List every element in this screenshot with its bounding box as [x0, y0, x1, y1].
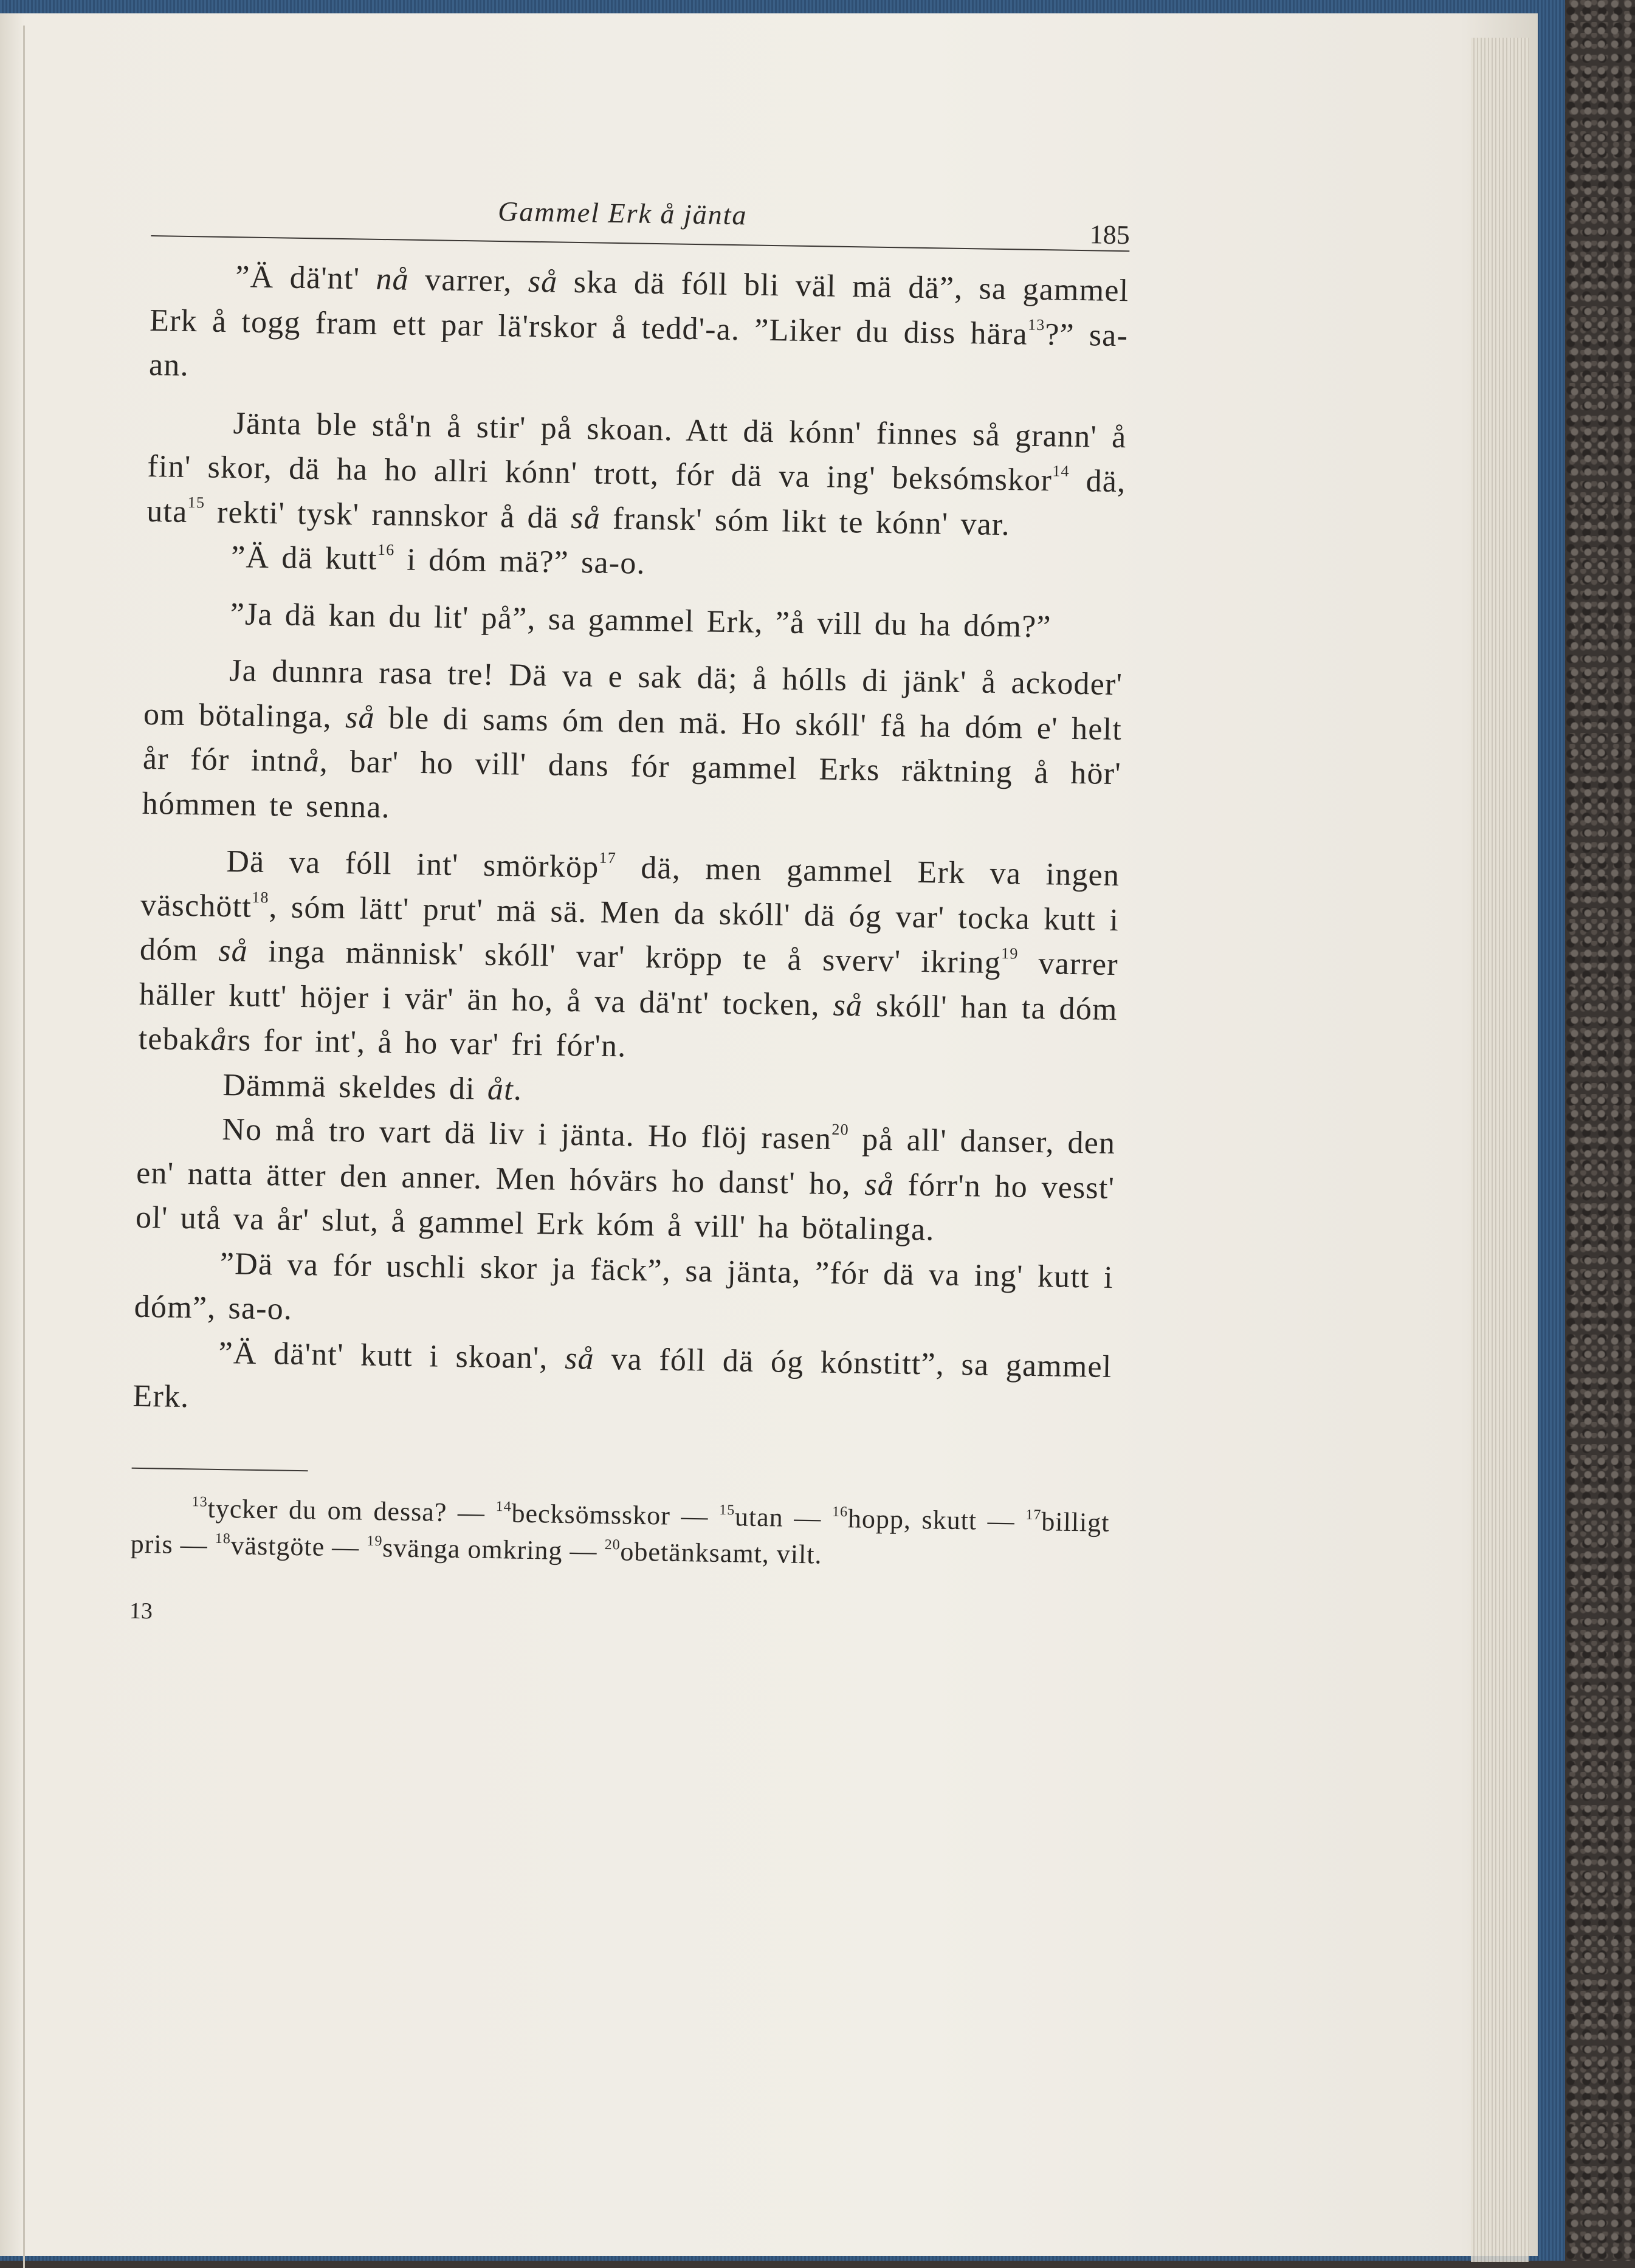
text-run: ”Ä dä kutt [230, 540, 378, 577]
footnote-number: 20 [604, 1536, 621, 1553]
paragraph [146, 399, 1127, 549]
italic-text: så [528, 264, 558, 300]
text-run: ”Ä dä'nt' [235, 259, 376, 297]
footnote-number: 17 [1025, 1507, 1042, 1523]
footnote-ref: 20 [831, 1120, 850, 1139]
text-run: på all' danser, den en' natta ätter den anner. Men hóvärs ho danst' ho, [136, 1122, 1116, 1202]
text-run: rs for int', å ho var' fri fór'n. [227, 1023, 627, 1064]
running-header [151, 177, 1130, 252]
text-run: , bar' ho vill' dans fór gammel Erks räktning å hör' hómmen te senna. [142, 744, 1122, 825]
paragraph [138, 838, 1120, 1077]
italic-text: å [303, 744, 320, 779]
footnote-number: 16 [831, 1503, 848, 1520]
footnote-text: utan [734, 1501, 784, 1533]
text-run: fransk' sóm likt te kónn' var. [600, 501, 1011, 542]
paragraph [142, 647, 1123, 841]
italic-text: så [833, 988, 863, 1023]
footnote-separator: — [324, 1531, 367, 1562]
footnote-ref: 17 [599, 848, 617, 867]
text-run: ”Ja dä kan du lit' på”, sa gammel Erk, ”å vill du ha dóm?” [230, 596, 1052, 644]
text-run: . [513, 1072, 523, 1107]
text-run: dä, men gammel Erk va ingen väschött [140, 850, 1120, 924]
text-run: Dä va fóll int' smörköp [225, 844, 599, 885]
text-run: Ja dunnra rasa tre! Dä va e sak dä; å hólls di jänk' å ackoder' om bötalinga, [143, 653, 1123, 735]
paragraph [134, 1240, 1114, 1344]
text-run: Dämmä skeldes di [222, 1067, 488, 1107]
paragraph [136, 1106, 1116, 1256]
footnote-number: 19 [367, 1533, 383, 1549]
text-run: ”Ä dä'nt' kutt i skoan', [218, 1335, 565, 1376]
footnote-text: tycker du om dessa? [207, 1493, 447, 1527]
text-run: ”Dä va fór uschli skor ja fäck”, sa jänta, ”fór dä va ing' kutt i dóm”, sa-o. [134, 1246, 1114, 1327]
footnote-separator: — [670, 1500, 720, 1531]
book-page [0, 13, 1538, 2256]
text-run: Jänta ble stå'n å stir' på skoan. Att dä kónn' finnes så grann' å fin' skor, dä ha ho allri kónn' trott, fór dä va ing' beksómskor [147, 405, 1127, 498]
footnote-text: becksömsskor [511, 1498, 671, 1531]
text-run: , sóm lätt' prut' mä sä. Men da skóll' dä óg var' tocka kutt i dóm [139, 889, 1120, 968]
footnote-ref: 13 [1027, 315, 1045, 334]
text-run: rekti' tysk' rannskor å dä [204, 494, 571, 535]
text-run: varrer häller kutt' höjer i vär' än ho, å va dä'nt' tocken, [139, 946, 1119, 1023]
footnote-text: svänga omkring [382, 1532, 563, 1565]
footnote-ref: 14 [1052, 462, 1070, 480]
text-run: ble di sams óm den mä. Ho skóll' få ha dóm e' helt år fór intn [142, 700, 1123, 779]
footnote-number: 15 [719, 1502, 735, 1518]
footnote-number: 13 [191, 1493, 208, 1510]
italic-text: så [345, 699, 376, 735]
footnote-text: obetänksamt, vilt. [620, 1536, 822, 1570]
text-run: i dóm mä?” sa-o. [394, 542, 646, 581]
footnote-text: hopp, skutt [847, 1503, 977, 1536]
footnote-ref: 15 [187, 493, 205, 511]
signature-mark: 13 [129, 1598, 153, 1624]
body-text [133, 253, 1129, 1434]
italic-text: så [218, 933, 249, 969]
text-run: dä, uta [146, 463, 1126, 529]
italic-text: så [564, 1341, 595, 1376]
footnotes [130, 1489, 1110, 1577]
italic-text: så [864, 1167, 895, 1202]
text-run: inga människ' skóll' var' kröpp te å sverv' ikring [247, 933, 1002, 981]
text-run: No må tro vart dä liv i jänta. Ho flöj rasen [221, 1112, 832, 1156]
running-title: Gammel Erk å jänta [497, 195, 748, 231]
footnote-ref: 18 [252, 888, 269, 906]
footnote-text: västgöte [230, 1530, 325, 1562]
footnote-ref: 19 [1000, 944, 1019, 963]
paragraph [149, 253, 1129, 403]
text-run: skóll' han ta dóm tebak [138, 988, 1118, 1057]
footnote-separator: — [173, 1529, 216, 1560]
footnote-ref: 16 [377, 540, 395, 559]
footnote-separator: — [446, 1497, 496, 1528]
footnote-number: 14 [495, 1498, 512, 1515]
footnote-text: billigt pris [130, 1506, 1110, 1559]
text-block [129, 177, 1131, 1639]
footnote-number: 18 [215, 1530, 232, 1547]
italic-text: så [570, 500, 601, 536]
paragraph [145, 590, 1124, 650]
gutter-edge [23, 26, 25, 2268]
footnote-rule [132, 1467, 308, 1471]
text-run: ska dä fóll bli väl mä dä”, sa gammel Erk å togg fram ett par lä'rskor å tedd'-a. ”Liker du diss hära [149, 264, 1129, 352]
italic-text: å [210, 1022, 227, 1058]
italic-text: nå [376, 261, 410, 297]
paragraph [133, 1329, 1112, 1434]
footnote-separator: — [783, 1502, 833, 1533]
text-run: ?” sa-an. [148, 317, 1129, 383]
italic-text: åt [487, 1071, 514, 1107]
footnote-separator: — [976, 1505, 1026, 1536]
footnote-separator: — [562, 1535, 605, 1566]
text-run: va fóll dä óg kónstitt”, sa gammel Erk. [133, 1341, 1112, 1415]
text-run: fórr'n ho vesst' ol' utå va år' slut, å gammel Erk kóm å vill' ha bötalinga. [135, 1167, 1115, 1248]
text-run: varrer, [408, 262, 529, 299]
page-edges [1471, 38, 1529, 2262]
page-number: 185 [1089, 219, 1131, 250]
